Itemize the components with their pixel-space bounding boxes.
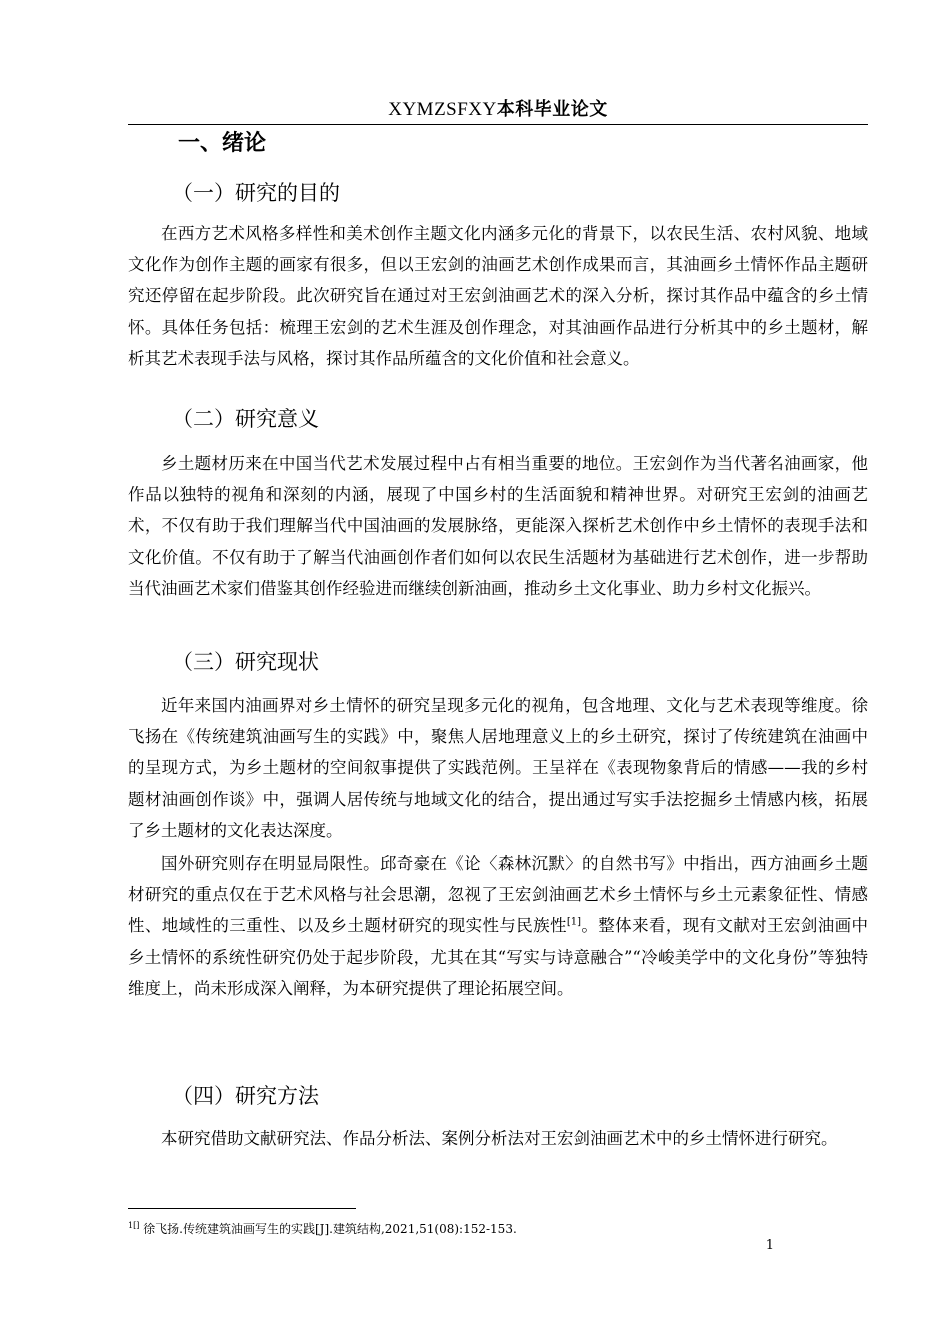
page-header xyxy=(128,96,868,125)
section-title-status: （三）研究现状 xyxy=(172,650,319,674)
paragraph-status-foreign xyxy=(128,848,868,1004)
footnote xyxy=(128,1221,517,1237)
paragraph-status-foreign-part2: 。整体来看，现有文献对王宏剑油画中乡土情怀的系统性研究仍处于起步阶段，尤其在其“写实与诗意融合”“冷峻美学中的文化身份”等独特维度上，尚未形成深入阐释，为本研究提供了理论拓展空间。 xyxy=(128,916,869,998)
footnote-divider xyxy=(128,1208,356,1209)
citation-mark: [1] xyxy=(566,916,582,928)
section-title-method: （四）研究方法 xyxy=(172,1084,319,1108)
chapter-title: 一、绪论 xyxy=(178,131,267,156)
paragraph-status-domestic: 近年来国内油画界对乡土情怀的研究呈现多元化的视角，包含地理、文化与艺术表现等维度。徐飞扬在《传统建筑油画写生的实践》中，聚焦人居地理意义上的乡土研究，探讨了传统建筑在油画中的呈现方式，为乡土题材的空间叙事提供了实践范例。王呈祥在《表现物象背后的情感——我的乡村题材油画创作谈》中，强调人居传统与地域文化的结合，提出通过写实手法挖掘乡土情感内核，拓展了乡土题材的文化表达深度。 xyxy=(128,696,868,840)
paragraph-purpose: 在西方艺术风格多样性和美术创作主题文化内涵多元化的背景下，以农民生活、农村风貌、地域文化作为创作主题的画家有很多，但以王宏剑的油画艺术创作成果而言，其油画乡土情怀作品主题研究还停留在起步阶段。此次研究旨在通过对王宏剑油画艺术的深入分析，探讨其作品中蕴含的乡土情怀。具体任务包括：梳理王宏剑的艺术生涯及创作理念，对其油画作品进行分析其中的乡土题材，解析其艺术表现手法与风格，探讨其作品所蕴含的文化价值和社会意义。 xyxy=(128,224,868,368)
section-title-significance: （二）研究意义 xyxy=(172,407,319,431)
footnote-mark: 1[] xyxy=(128,1221,140,1230)
section-title-purpose: （一）研究的目的 xyxy=(172,181,340,205)
paragraph-significance: 乡土题材历来在中国当代艺术发展过程中占有相当重要的地位。王宏剑作为当代著名油画家，他作品以独特的视角和深刻的内涵，展现了中国乡村的生活面貌和精神世界。对研究王宏剑的油画艺术，不仅有助于我们理解当代中国油画的发展脉络，更能深入探析艺术创作中乡土情怀的表现手法和文化价值。不仅有助于了解当代油画创作者们如何以农民生活题材为基础进行艺术创作，进一步帮助当代油画艺术家们借鉴其创作经验进而继续创新油画，推动乡土文化事业、助力乡村文化振兴。 xyxy=(128,454,868,598)
paragraph-method: 本研究借助文献研究法、作品分析法、案例分析法对王宏剑油画艺术中的乡土情怀进行研究。 xyxy=(161,1129,838,1148)
page-number: 1 xyxy=(765,1238,774,1253)
header-title xyxy=(388,99,608,120)
footnote-text: 徐飞扬.传统建筑油画写生的实践[J].建筑结构,2021,51(08):152-153. xyxy=(143,1222,517,1236)
paragraph-status-foreign-part1: 国外研究则存在明显局限性。邱奇豪在《论〈森林沉默〉的自然书写》中指出，西方油画乡土题材研究的重点仅在于艺术风格与社会思潮，忽视了王宏剑油画艺术乡土情怀与乡土元素象征性、情感性、地域性的三重性、以及乡土题材研究的现实性与民族性 xyxy=(128,854,868,936)
header-thesis-label: 本科毕业论文 xyxy=(496,99,608,120)
header-code: XYMZSFXY xyxy=(388,99,497,120)
